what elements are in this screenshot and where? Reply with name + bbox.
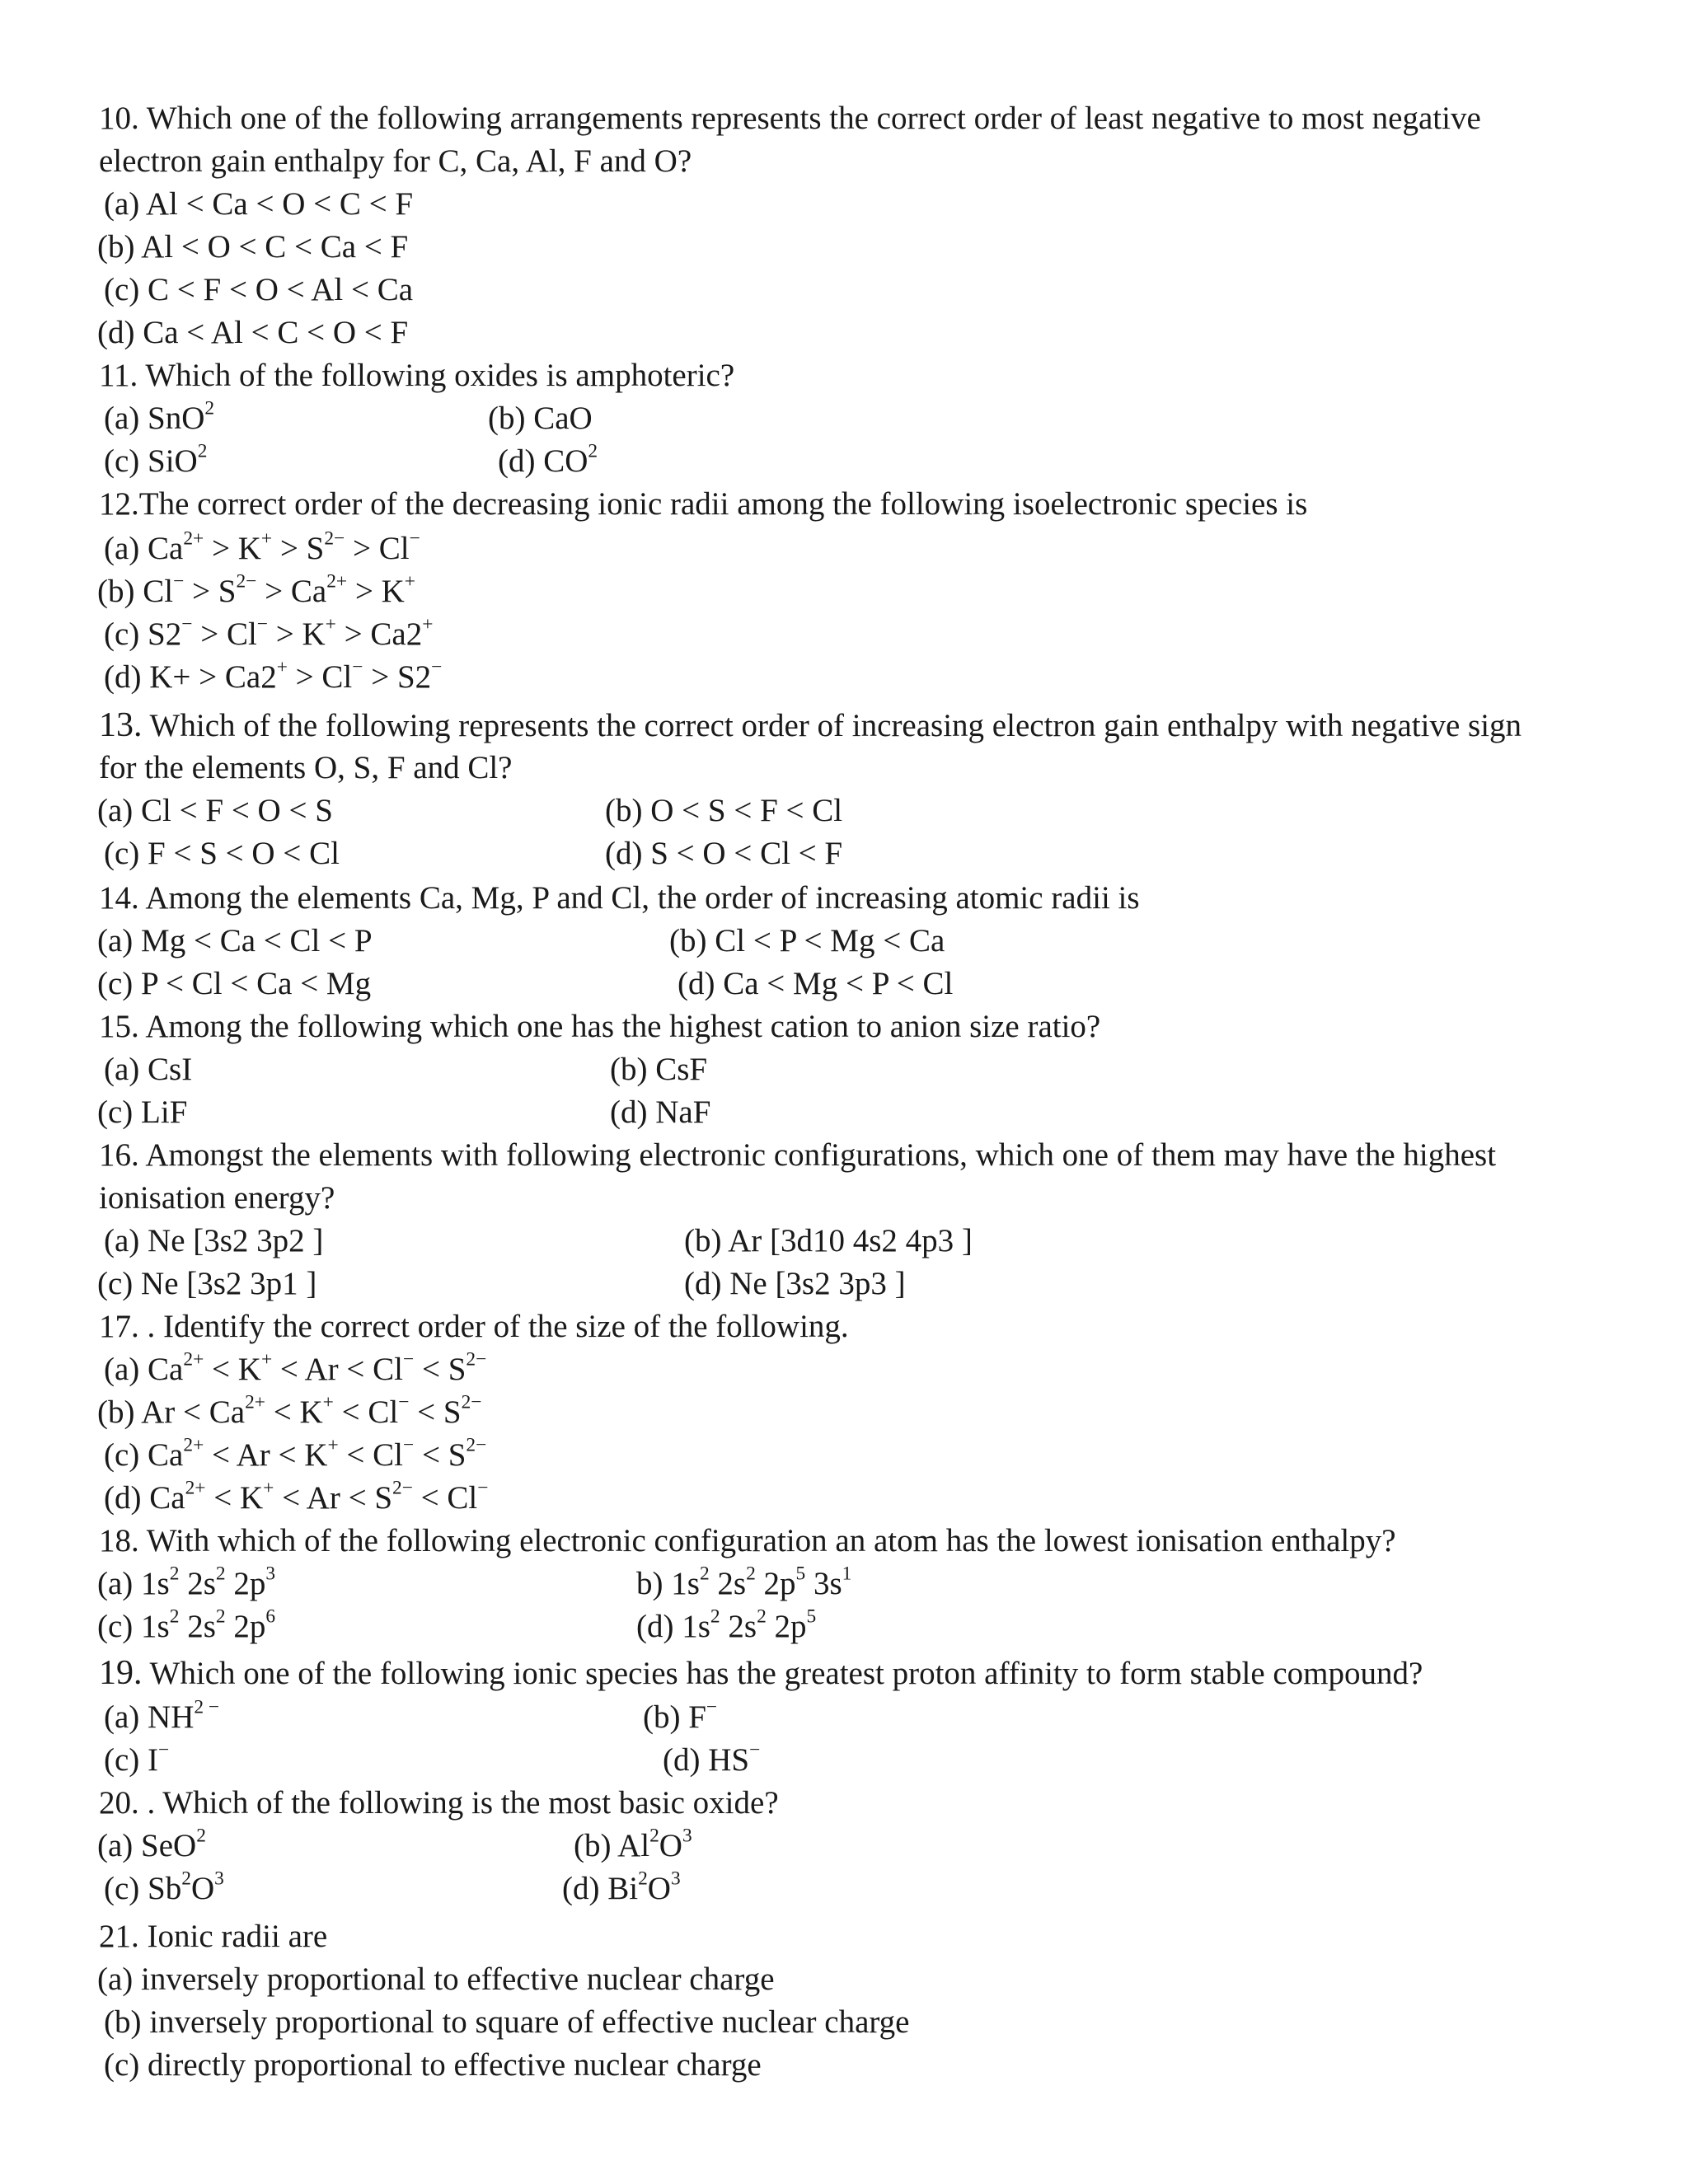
q15-option-c: (c) LiF [97,1094,188,1130]
q15-option-d: (d) NaF [610,1094,711,1130]
q19-option-c: (c) I− [104,1739,170,1778]
q19-option-a: (a) $NH^{2 -}$ [104,1696,220,1735]
q17-option-d: (d) $Ca^{2+} < K^+ < Ar < S^{2-} < Cl^-$ [104,1477,489,1516]
q20-option-c: (c) $Sb^2O^3$ [104,1868,224,1906]
q16-stem-line2: ionisation energy? [99,1180,335,1216]
q21-stem: 21. Ionic radii are [99,1919,328,1954]
q13-stem-line1: 13. Which of the following represents the correct order of increasing electron gain enthalpy with negative sign [99,706,1522,744]
q19-option-b: (b) F− [643,1696,718,1735]
q18-option-b: b) $1s^2$ $2s^2$ $2p^5$ $3s^1$ [636,1563,852,1601]
q20-option-b: (b) $Al^2O^3$ [574,1825,692,1863]
q21-option-c: (c) directly proportional to effective nuclear charge [104,2047,762,2083]
q16-option-a: (a) Ne [3s2 3p2 ] [104,1223,324,1258]
q12-option-b: (b) $Cl^- > S^{2-} > Ca^{2+} > K^+$ [97,570,415,609]
q11-stem: 11. Which of the following oxides is amphoteric? [99,358,735,393]
q13-option-c: (c) F < S < O < Cl [104,836,340,871]
q12-stem: 12.The correct order of the decreasing ionic radii among the following isoelectronic species is [99,486,1308,522]
q10-option-d: (d) Ca < Al < C < O < F [97,315,409,350]
q12-option-d: (d) K+ > Ca2+ > Cl− > S2− [104,656,443,695]
q17-option-a: (a) $Ca^{2+} < K^+ < Ar < Cl^- < S^{2-}$ [104,1348,487,1387]
q13-option-d: (d) S < O < Cl < F [605,836,843,871]
q15-option-a: (a) CsI [104,1052,193,1087]
q16-option-c: (c) Ne [3s2 3p1 ] [97,1266,317,1301]
q14-option-c: (c) P < Cl < Ca < Mg [97,966,372,1001]
q21-option-b: (b) inversely proportional to square of effective nuclear charge [104,2004,910,2040]
q12-option-a: (a) $Ca^{2+} > K^+ > S^{2-} > Cl^-$ [104,527,420,566]
q16-option-d: (d) Ne [3s2 3p3 ] [684,1266,906,1301]
q14-option-d: (d) Ca < Mg < P < Cl [678,966,954,1001]
q13-option-a: (a) Cl < F < O < S [97,793,333,828]
q14-option-a: (a) Mg < Ca < Cl < P [97,923,373,958]
q10-option-a: (a) Al < Ca < O < C < F [104,186,414,222]
q17-stem: 17. . Identify the correct order of the size of the following. [99,1309,849,1344]
q17-option-c: (c) $Ca^{2+} < Ar < K^+ < Cl^- < S^{2-}$ [104,1434,487,1473]
q14-stem: 14. Among the elements Ca, Mg, P and Cl, the order of increasing atomic radii is [99,880,1140,916]
q16-stem-line1: 16. Amongst the elements with following electronic configurations, which one of them may have the highest [99,1137,1497,1173]
q13-option-b: (b) O < S < F < Cl [605,793,843,828]
q17-option-b: (b) $Ar < Ca^{2+} < K^+ < Cl^- < S^{2-}$ [97,1391,482,1430]
q15-stem: 15. Among the following which one has the highest cation to anion size ratio? [99,1009,1101,1044]
q15-option-b: (b) CsF [610,1052,708,1087]
q20-option-a: (a) SeO$^2$ [97,1825,206,1863]
q14-option-b: (b) Cl < P < Mg < Ca [669,923,945,958]
q11-option-c: (c) SiO$^2$ [104,440,208,479]
q19-stem: 19. Which one of the following ionic species has the greatest proton affinity to form stable compound? [99,1654,1423,1692]
q18-option-a: (a) $1s^2$ $2s^2$ $2p^3$ [97,1563,276,1601]
q10-option-c: (c) C < F < O < Al < Ca [104,272,414,307]
q16-option-b: (b) Ar [3d10 4s2 4p3 ] [684,1223,973,1258]
q21-option-a: (a) inversely proportional to effective nuclear charge [97,1961,775,1997]
q13-stem-line2: for the elements O, S, F and Cl? [99,750,513,785]
q11-option-a: (a) SnO$^2$ [104,397,215,436]
q11-option-d: (d) $CO^2$ [498,440,598,479]
q10-stem-line2: electron gain enthalpy for C, Ca, Al, F and O? [99,143,692,179]
q18-option-d: (d) $1s^2$ $2s^2$ $2p^5$ [636,1605,817,1644]
q11-option-b: (b) CaO [488,401,593,436]
q19-option-d: (d) HS− [663,1739,761,1778]
q10-stem-line1: 10. Which one of the following arrangements represents the correct order of least negative to most negative [99,101,1481,136]
q20-option-d: (d) $Bi^2O^3$ [562,1868,681,1906]
q18-option-c: (c) $1s^2$ $2s^2$ $2p^6$ [97,1605,276,1644]
q12-option-c: (c) S2− > Cl− > K+ > Ca2+ [104,613,434,652]
q18-stem: 18. With which of the following electronic configuration an atom has the lowest ionisation enthalpy? [99,1523,1396,1558]
q20-stem: 20. . Which of the following is the most basic oxide? [99,1785,779,1821]
q10-option-b: (b) Al < O < C < Ca < F [97,229,409,265]
